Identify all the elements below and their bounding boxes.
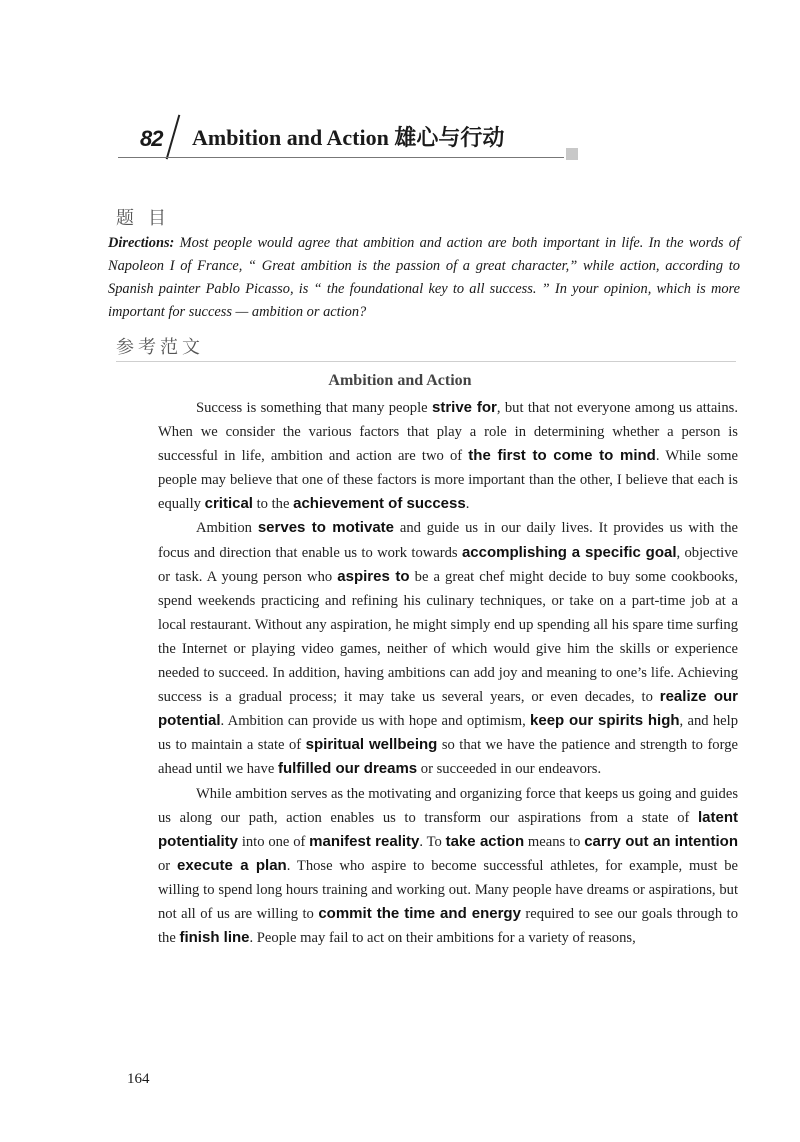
key-phrase: carry out an intention: [584, 832, 739, 850]
directions-label: Directions:: [108, 235, 175, 251]
key-phrase: commit the time and energy: [318, 904, 521, 922]
key-phrase: the first to come to mind: [468, 447, 656, 465]
paragraph-text: , objective or task. A young person who: [158, 544, 738, 585]
paragraph-text: and guide us in our daily lives. It provides us with the focus and direction that enable us to work towards: [158, 520, 739, 561]
paragraph-text: . To: [419, 833, 446, 850]
key-phrase: fulfilled our dreams: [277, 760, 418, 778]
topic-section-label: 题目: [116, 208, 180, 229]
unit-header: [118, 112, 588, 162]
paragraph-text: required to see our goals through to the: [158, 905, 738, 947]
key-phrase: take action: [445, 832, 525, 850]
paragraph-text: into one of: [238, 833, 310, 850]
essay-paragraph: [158, 396, 738, 516]
key-phrase: finish line: [179, 929, 250, 947]
paragraph-text: be a great chef might decide to buy some cookbooks, spend weekends practicing and refining his culinary techniques, or take on a part-time job at a local restaurant. Without any aspiration, he might simply end up spending all his spare time surfing the Internet or playing video games, neither of which would give him the skills or experience needed to succeed. In addition, having ambitions can add joy and meaning to one’s life. Achieving success is a gradual process; it may take us several years, or even decades, to: [158, 568, 738, 706]
header-slash-decoration: [166, 115, 181, 160]
key-phrase: serves to motivate: [257, 519, 394, 537]
key-phrase: achievement of success: [293, 495, 466, 513]
key-phrase: aspires to: [337, 567, 410, 585]
paragraph-text: , and help us to maintain a state of: [158, 713, 738, 754]
key-phrase: spiritual wellbeing: [305, 736, 438, 754]
paragraph-text: Ambition: [196, 520, 258, 537]
sample-essay-section-label: 参考范文: [116, 337, 204, 358]
paragraph-text: . People may fail to act on their ambitions for a variety of reasons,: [249, 930, 636, 947]
header-corner-box: [566, 148, 578, 160]
paragraph-text: .: [465, 496, 470, 513]
paragraph-text: or: [158, 857, 177, 874]
essay-paragraph: [158, 516, 738, 781]
paragraph-text: , but that not everyone among us attains. When we consider the various factors that play a role in determining whether a person is successful in life, ambition and action are two of: [158, 400, 738, 465]
page-number: 164: [127, 1071, 150, 1087]
directions-paragraph: [108, 232, 740, 324]
paragraph-text: Success is something that many people: [196, 400, 432, 416]
unit-number: 82: [140, 126, 163, 151]
essay-body: [158, 396, 738, 950]
key-phrase: accomplishing a specific goal: [461, 543, 677, 561]
key-phrase: execute a plan: [176, 856, 287, 874]
paragraph-text: . While some people may believe that one of these factors is more important than the other, I believe that each is equally: [158, 448, 738, 513]
key-phrase: keep our spirits high: [530, 712, 680, 730]
essay-paragraph: [158, 782, 738, 951]
key-phrase: strive for: [431, 399, 497, 416]
paragraph-text: so that we have the patience and strength to forge ahead until we have: [158, 737, 738, 778]
essay-title: Ambition and Action: [328, 372, 472, 389]
key-phrase: manifest reality: [309, 832, 420, 850]
paragraph-text: to the: [252, 496, 294, 513]
section-divider: [116, 361, 736, 362]
paragraph-text: While ambition serves as the motivating and organizing force that keeps us going and guides us along our path, action enables us to transform our aspirations from a state of: [158, 785, 738, 826]
key-phrase: realize our potential: [158, 688, 738, 730]
paragraph-text: or succeeded in our endeavors.: [417, 761, 602, 778]
key-phrase: latent potentiality: [158, 808, 738, 850]
key-phrase: critical: [204, 495, 253, 513]
paragraph-text: . Those who aspire to become successful athletes, for example, must be willing to spend long hours training and working out. Many people have dreams or aspirations, but not all of us are willing to: [158, 857, 738, 922]
unit-title: Ambition and Action 雄心与行动: [192, 125, 505, 150]
header-underline: [118, 157, 564, 158]
directions-text: Most people would agree that ambition and action are both important in life. In the words of Napoleon I of France, “ Great ambition is the passion of a great character,” while action, according to Spanish painter Pablo Picasso, is “ the foundational key to all success. ” In your opinion, which is more important for success — ambition or action?: [108, 235, 740, 320]
paragraph-text: . Ambition can provide us with hope and optimism,: [220, 713, 531, 730]
paragraph-text: means to: [524, 833, 585, 850]
